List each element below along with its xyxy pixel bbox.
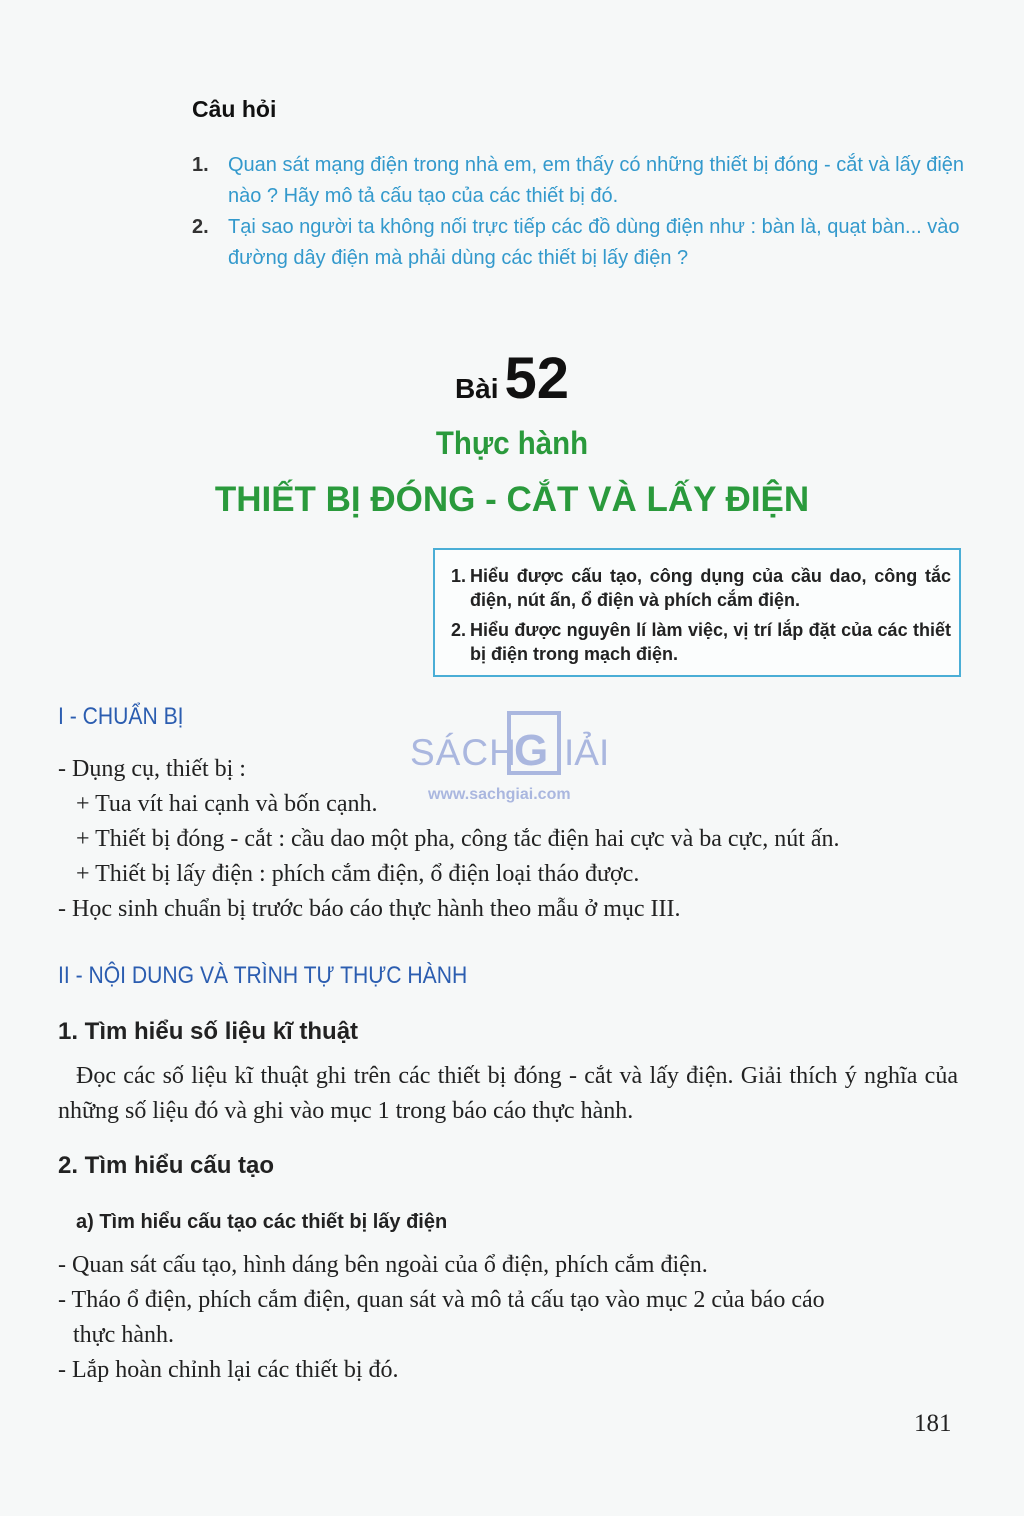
subsection-heading: 2. Tìm hiểu cấu tạo [58, 1152, 275, 1179]
list-item: + Thiết bị lấy điện : phích cắm điện, ổ điện loại tháo được. [76, 861, 640, 887]
watermark-letter: G [514, 726, 549, 775]
watermark-url: www.sachgiai.com [428, 786, 571, 803]
lesson-title: THIẾT BỊ ĐÓNG - CẮT VÀ LẤY ĐIỆN [214, 480, 810, 519]
question-number: 1. [192, 154, 209, 176]
list-item: - Tháo ổ điện, phích cắm điện, quan sát và mô tả cấu tạo vào mục 2 của báo cáo [58, 1287, 825, 1313]
watermark-logo [410, 708, 620, 803]
objective-text: Hiểu được nguyên lí làm việc, vị trí lắp đặt của các thiết bị điện trong mạch điện. [470, 620, 951, 664]
subsubsection-heading: a) Tìm hiểu cấu tạo các thiết bị lấy điện [76, 1211, 448, 1233]
objective-item [451, 618, 951, 666]
questions-heading: Câu hỏi [192, 96, 277, 122]
list-item-continuation: thực hành. [73, 1322, 174, 1348]
question-text: Quan sát mạng điện trong nhà em, em thấy có những thiết bị đóng - cắt và lấy điện nào ? Hãy mô tả cấu tạo của các thiết bị đó. [228, 154, 965, 207]
list-item: + Thiết bị đóng - cắt : cầu dao một pha, công tắc điện hai cực và ba cực, nút ấn. [76, 826, 840, 852]
section-heading-procedure: II - NỘI DUNG VÀ TRÌNH TỰ THỰC HÀNH [58, 962, 468, 989]
list-item: - Lắp hoàn chỉnh lại các thiết bị đó. [58, 1357, 399, 1383]
objective-number: 2. [451, 620, 467, 640]
objective-text: Hiểu được cấu tạo, công dụng của cầu dao, công tắc điện, nút ấn, ổ điện và phích cắm điện. [470, 566, 951, 610]
list-item: - Quan sát cấu tạo, hình dáng bên ngoài của ổ điện, phích cắm điện. [58, 1252, 708, 1278]
watermark-text: IẢI [564, 732, 610, 773]
question-number: 2. [192, 216, 209, 238]
subsection-heading: 1. Tìm hiểu số liệu kĩ thuật [58, 1018, 359, 1045]
watermark-text: SÁCH [410, 732, 517, 773]
paragraph: Đọc các số liệu kĩ thuật ghi trên các thiết bị đóng - cắt và lấy điện. Giải thích ý nghĩa của những số liệu đó và ghi vào mục 1 trong báo cáo thực hành. [58, 1063, 958, 1124]
objectives-box [433, 548, 961, 677]
objective-number: 1. [451, 566, 467, 586]
objective-item [451, 564, 951, 612]
question-item [192, 212, 972, 274]
lesson-number: 52 [504, 346, 570, 411]
lesson-subtitle: Thực hành [435, 425, 589, 461]
question-text: Tại sao người ta không nối trực tiếp các đồ dùng điện như : bàn là, quạt bàn... vào đường dây điện mà phải dùng các thiết bị lấy điện ? [228, 216, 960, 269]
list-item: - Dụng cụ, thiết bị : [58, 756, 246, 782]
lesson-label: Bài [454, 373, 499, 404]
list-item: - Học sinh chuẩn bị trước báo cáo thực hành theo mẫu ở mục III. [58, 896, 681, 922]
section-heading-preparation: I - CHUẨN BỊ [58, 703, 184, 730]
page-number: 181 [914, 1410, 952, 1437]
question-item [192, 150, 972, 212]
list-item: + Tua vít hai cạnh và bốn cạnh. [76, 791, 378, 817]
lesson-number-line [0, 345, 1024, 412]
